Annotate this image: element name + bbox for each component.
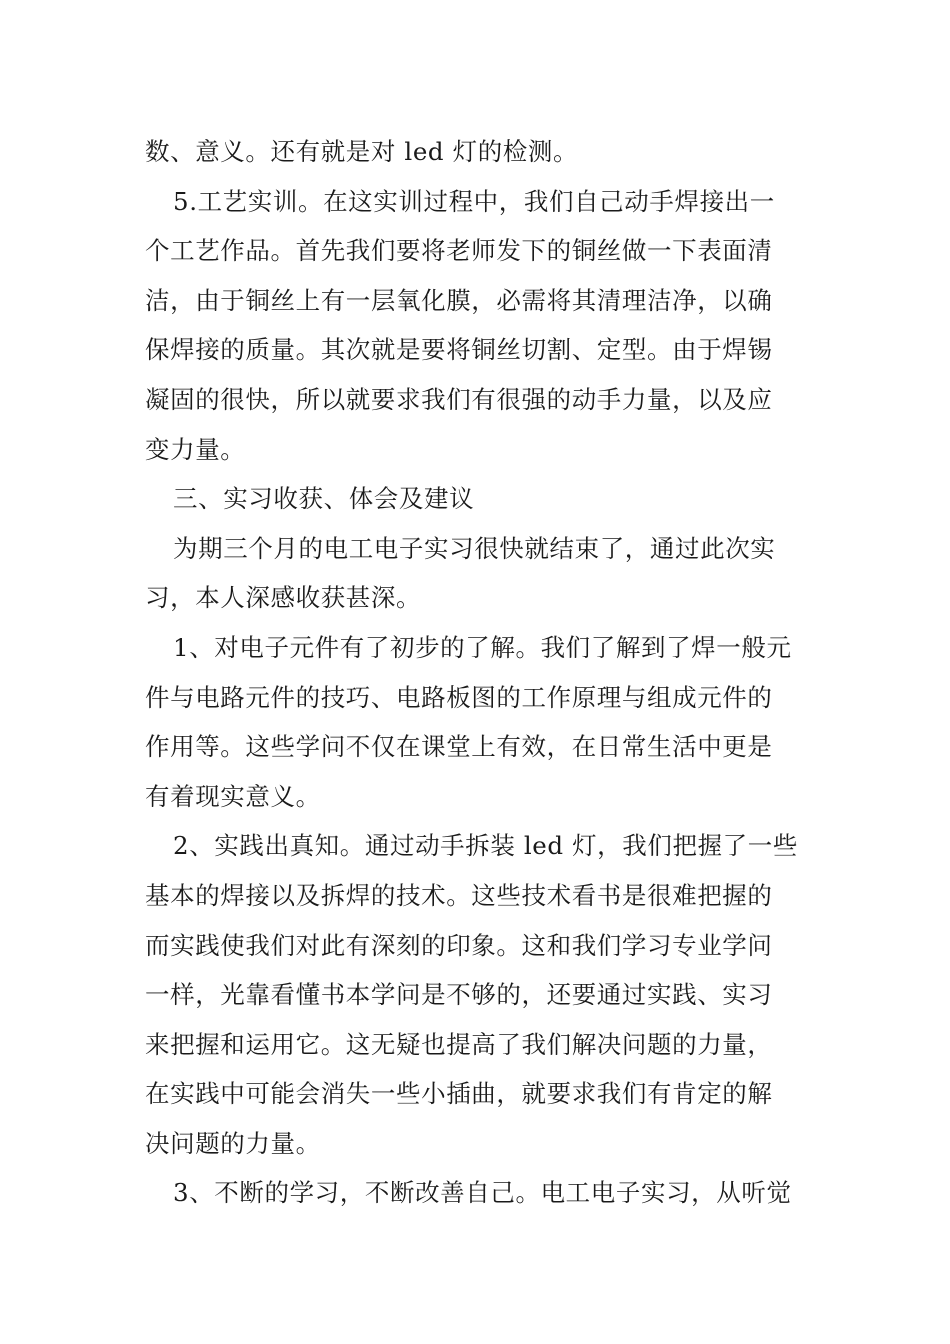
text-line: 保焊接的质量。其次就是要将铜丝切割、定型。由于焊锡 <box>145 335 773 365</box>
text-line: 三、实习收获、体会及建议 <box>173 484 475 514</box>
text-line: 1、对电子元件有了初步的了解。我们了解到了焊一般元 <box>173 632 792 662</box>
text-line: 件与电路元件的技巧、电路板图的工作原理与组成元件的 <box>145 682 773 712</box>
text-line: 习，本人深感收获甚深。 <box>145 583 422 613</box>
text-line: 而实践使我们对此有深刻的印象。这和我们学习专业学问 <box>145 930 773 960</box>
text-line: 为期三个月的电工电子实习很快就结束了，通过此次实 <box>173 533 776 563</box>
text-line: 凝固的很快，所以就要求我们有很强的动手力量，以及应 <box>145 384 773 414</box>
text-line: 一样，光靠看懂书本学问是不够的，还要通过实践、实习 <box>145 980 773 1010</box>
text-line: 数、意义。还有就是对 led 灯的检测。 <box>145 137 579 166</box>
text-line: 在实践中可能会消失一些小插曲，就要求我们有肯定的解 <box>145 1079 773 1109</box>
text-line: 洁，由于铜丝上有一层氧化膜，必需将其清理洁净，以确 <box>145 285 773 315</box>
document-body <box>145 127 810 1218</box>
text-line: 变力量。 <box>145 434 246 464</box>
text-line: 有着现实意义。 <box>145 781 321 811</box>
text-line: 3、不断的学习，不断改善自己。电工电子实习，从听觉 <box>173 1178 792 1208</box>
text-line: 基本的焊接以及拆焊的技术。这些技术看书是很难把握的 <box>145 880 773 910</box>
text-line: 来把握和运用它。这无疑也提高了我们解决问题的力量， <box>145 1029 773 1059</box>
text-line: 2、实践出真知。通过动手拆装 led 灯，我们把握了一些 <box>173 831 798 861</box>
text-line: 个工艺作品。首先我们要将老师发下的铜丝做一下表面清 <box>145 236 773 266</box>
text-line: 作用等。这些学问不仅在课堂上有效，在日常生活中更是 <box>145 732 773 762</box>
text-line: 决问题的力量。 <box>145 1128 321 1158</box>
text-line: 5.工艺实训。在这实训过程中，我们自己动手焊接出一 <box>173 186 775 216</box>
